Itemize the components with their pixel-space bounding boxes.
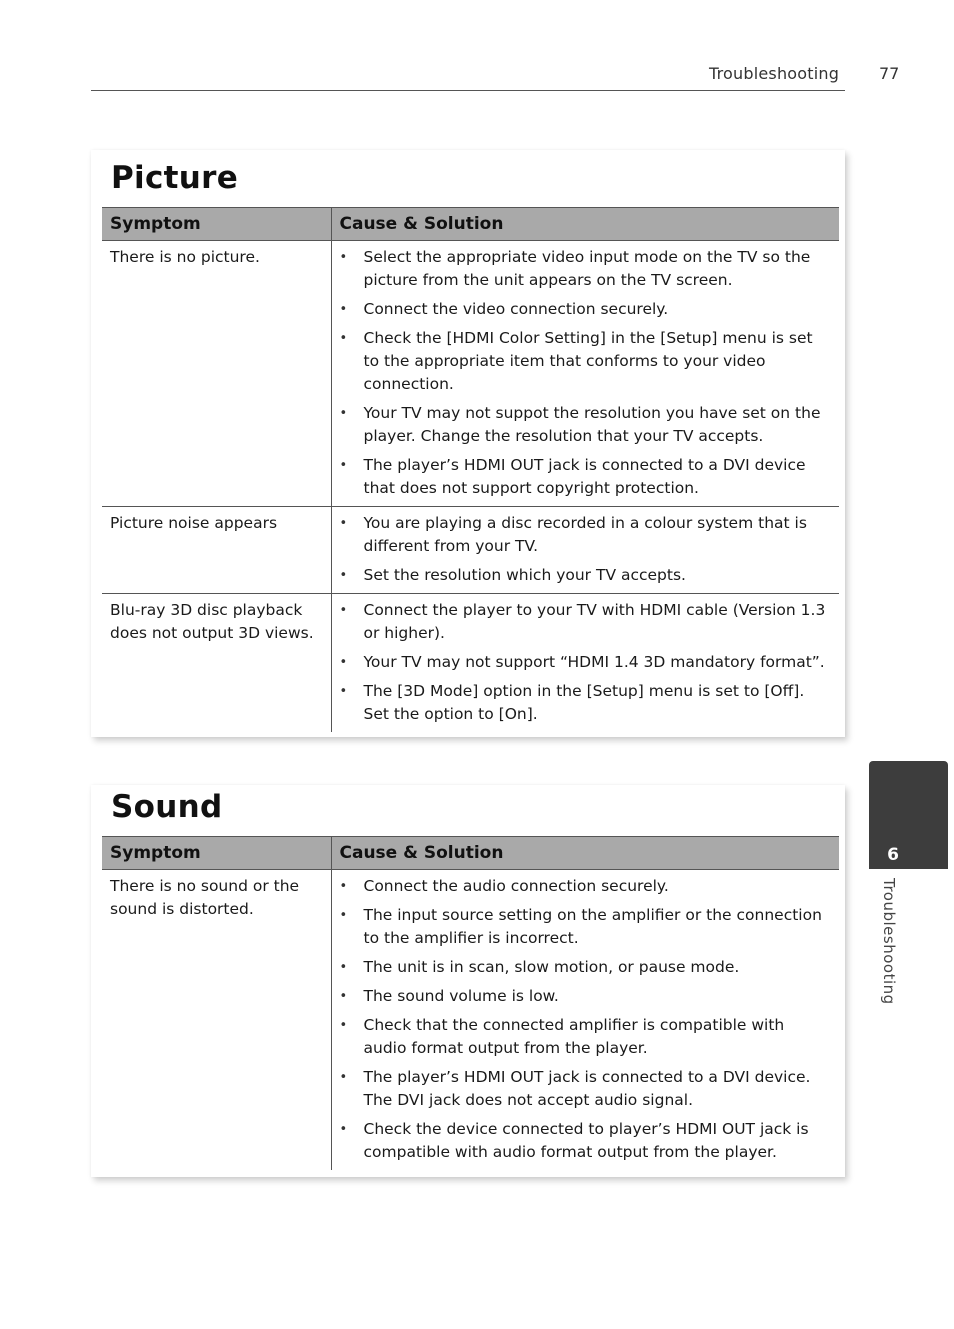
cause-cell xyxy=(331,594,839,733)
header-divider xyxy=(91,90,845,91)
list-item: • Check that the connected amplifier is compatible with audio format output from the player. xyxy=(340,1014,832,1060)
chapter-number: 6 xyxy=(887,845,899,865)
column-header-symptom: Symptom xyxy=(102,837,331,870)
column-header-symptom: Symptom xyxy=(102,208,331,241)
sound-table xyxy=(102,836,839,1170)
symptom-cell: Blu-ray 3D disc playback does not output 3D views. xyxy=(102,594,331,733)
list-item: • The unit is in scan, slow motion, or pause mode. xyxy=(340,956,832,979)
sound-title: Sound xyxy=(111,789,223,825)
list-item: • Set the resolution which your TV accepts. xyxy=(340,564,832,587)
table-row xyxy=(102,241,839,507)
running-header-section: Troubleshooting xyxy=(709,64,840,83)
cause-cell xyxy=(331,870,839,1171)
picture-title: Picture xyxy=(111,160,239,196)
list-item: • Your TV may not support “HDMI 1.4 3D mandatory format”. xyxy=(340,651,832,674)
column-header-cause: Cause & Solution xyxy=(331,208,839,241)
list-item: • The [3D Mode] option in the [Setup] menu is set to [Off]. Set the option to [On]. xyxy=(340,680,832,726)
sound-section xyxy=(91,785,845,1177)
list-item: • The player’s HDMI OUT jack is connected to a DVI device. The DVI jack does not accept audio signal. xyxy=(340,1066,832,1112)
chapter-label: Troubleshooting xyxy=(880,878,898,1005)
list-item: • Select the appropriate video input mode on the TV so the picture from the unit appears on the TV screen. xyxy=(340,246,832,292)
list-item: • Connect the player to your TV with HDMI cable (Version 1.3 or higher). xyxy=(340,599,832,645)
list-item: • You are playing a disc recorded in a colour system that is different from your TV. xyxy=(340,512,832,558)
list-item: • Connect the video connection securely. xyxy=(340,298,832,321)
cause-cell xyxy=(331,241,839,507)
list-item: • The input source setting on the amplifier or the connection to the amplifier is incorrect. xyxy=(340,904,832,950)
picture-section xyxy=(91,150,845,737)
symptom-cell: There is no sound or the sound is distorted. xyxy=(102,870,331,1171)
list-item: • The sound volume is low. xyxy=(340,985,832,1008)
list-item: • Check the device connected to player’s HDMI OUT jack is compatible with audio format output from the player. xyxy=(340,1118,832,1164)
table-header-row xyxy=(102,208,839,241)
list-item: • Check the [HDMI Color Setting] in the [Setup] menu is set to the appropriate item that conforms to your video connection. xyxy=(340,327,832,396)
picture-table xyxy=(102,207,839,732)
table-row xyxy=(102,594,839,733)
symptom-cell: There is no picture. xyxy=(102,241,331,507)
column-header-cause: Cause & Solution xyxy=(331,837,839,870)
chapter-tab xyxy=(869,761,948,869)
page-number: 77 xyxy=(879,64,900,83)
table-row xyxy=(102,870,839,1171)
table-row xyxy=(102,507,839,594)
symptom-cell: Picture noise appears xyxy=(102,507,331,594)
list-item: • The player’s HDMI OUT jack is connected to a DVI device that does not support copyright protection. xyxy=(340,454,832,500)
list-item: • Connect the audio connection securely. xyxy=(340,875,832,898)
table-header-row xyxy=(102,837,839,870)
cause-cell xyxy=(331,507,839,594)
list-item: • Your TV may not suppot the resolution you have set on the player. Change the resolution that your TV accepts. xyxy=(340,402,832,448)
